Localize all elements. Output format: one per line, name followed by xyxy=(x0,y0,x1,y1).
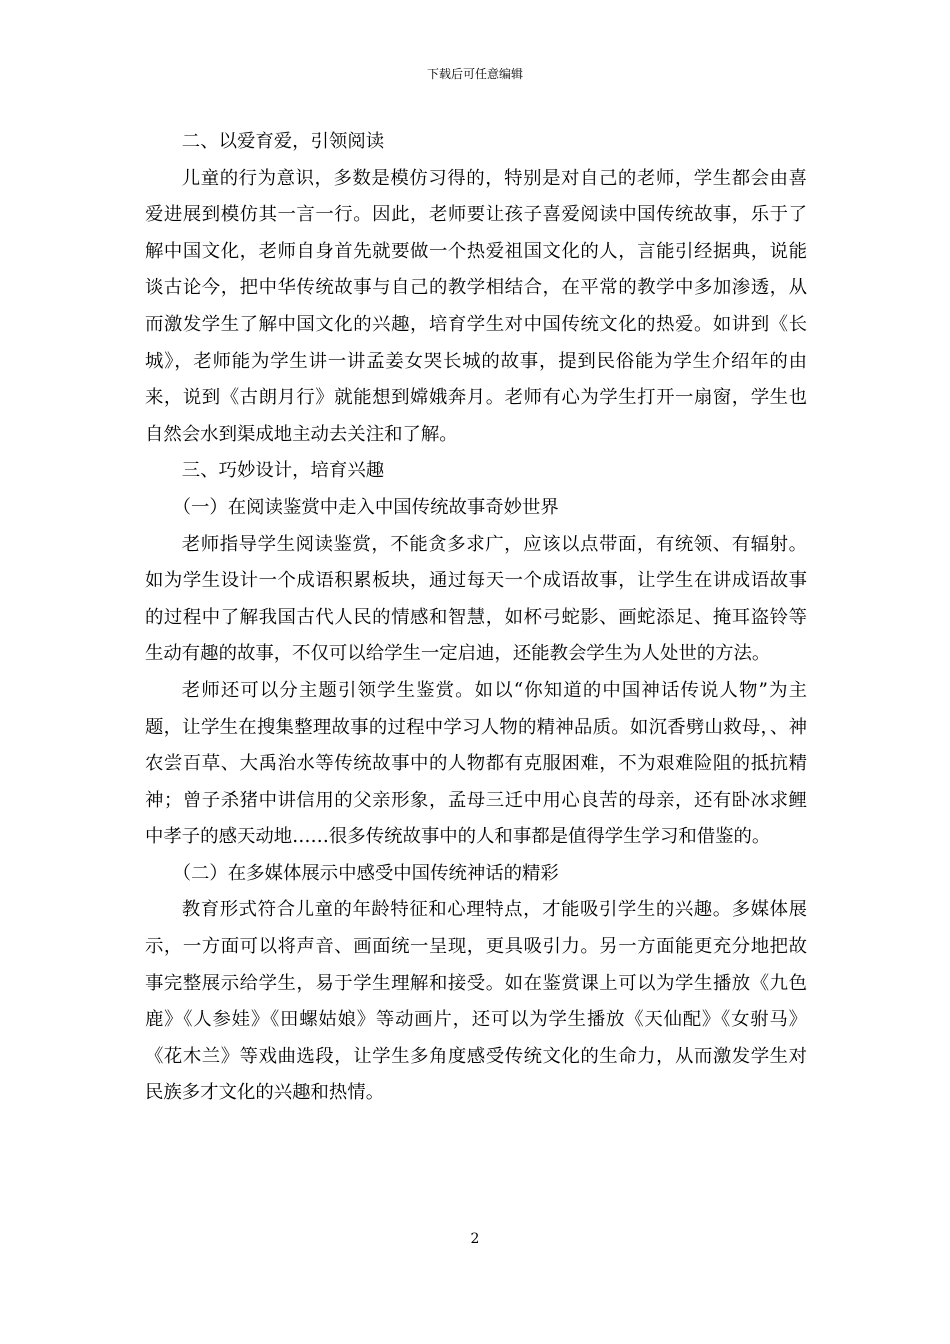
subsection-heading-1: （一）在阅读鉴赏中走入中国传统故事奇妙世界 xyxy=(172,496,559,518)
page-header: 下载后可任意编辑 xyxy=(426,67,523,81)
body-paragraph: 老师指导学生阅读鉴赏，不能贪多求广，应该以点带面，有统领、有辐射。如为学生设计一个成语积累板块，通过每天一个成语故事，让学生在讲成语故事的过程中了解我国古代人民的情感和智慧，如杯弓蛇影、画蛇添足、掩耳盗铃等生动有趣的故事，不仅可以给学生一定启迪，还能教会学生为人处世的方法。 xyxy=(145,533,807,665)
section-heading-3: 三、巧妙设计，培育兴趣 xyxy=(181,460,385,482)
body-paragraph: 老师还可以分主题引领学生鉴赏。如以“你知道的中国神话传说人物”为主题，让学生在搜集整理故事的过程中学习人物的精神品质。如沉香劈山救母，、神农尝百草、大禹治水等传统故事中的人物都有克服困难，不为艰难险阻的抵抗精神；曾子杀猪中讲信用的父亲形象，孟母三迁中用心良苦的母亲，还有卧冰求鲤中孝子的感天动地……很多传统故事中的人和事都是值得学生学习和借鉴的。 xyxy=(145,679,807,848)
document-body xyxy=(145,124,807,1112)
body-paragraph: 儿童的行为意识，多数是模仿习得的，特别是对自己的老师，学生都会由喜爱进展到模仿其一言一行。因此，老师要让孩子喜爱阅读中国传统故事，乐于了解中国文化，老师自身首先就要做一个热爱祖国文化的人，言能引经据典，说能谈古论今，把中华传统故事与自己的教学相结合，在平常的教学中多加渗透，从而激发学生了解中国文化的兴趣，培育学生对中国传统文化的热爱。如讲到《长城》，老师能为学生讲一讲孟姜女哭长城的故事，提到民俗能为学生介绍年的由来，说到《古朗月行》就能想到嫦娥奔月。老师有心为学生打开一扇窗，学生也自然会水到渠成地主动去关注和了解。 xyxy=(145,167,807,445)
page-number: 2 xyxy=(470,1231,480,1247)
body-paragraph: 教育形式符合儿童的年龄特征和心理特点，才能吸引学生的兴趣。多媒体展示，一方面可以将声音、画面统一呈现，更具吸引力。另一方面能更充分地把故事完整展示给学生，易于学生理解和接受。如在鉴赏课上可以为学生播放《九色鹿》《人参娃》《田螺姑娘》等动画片，还可以为学生播放《天仙配》《女驸马》《花木兰》等戏曲选段，让学生多角度感受传统文化的生命力，从而激发学生对民族多才文化的兴趣和热情。 xyxy=(145,899,807,1104)
subsection-heading-2: （二）在多媒体展示中感受中国传统神话的精彩 xyxy=(172,862,559,884)
section-heading-2: 二、以爱育爱，引领阅读 xyxy=(181,131,385,152)
